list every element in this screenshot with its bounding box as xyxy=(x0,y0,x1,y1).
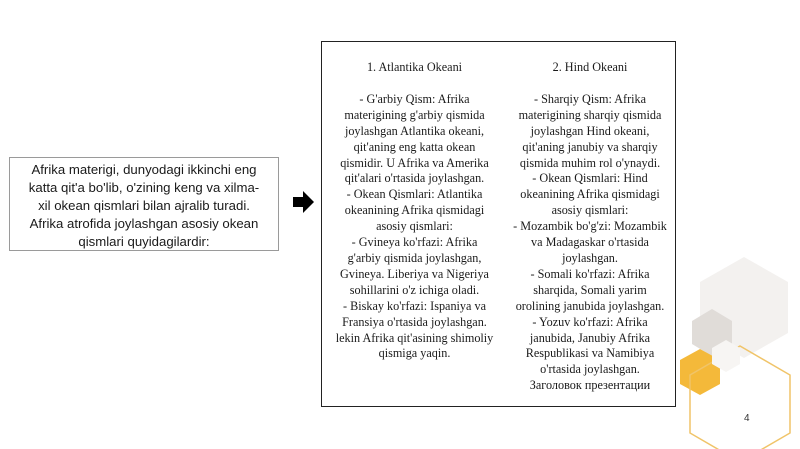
oceans-content-box xyxy=(321,41,676,407)
hind-line: orolining janubida joylashgan. xyxy=(515,298,665,313)
atlantic-line: - Biskay ko'rfazi: Ispaniya va xyxy=(343,298,486,313)
atlantic-line: qismiga yaqin. xyxy=(378,346,451,361)
atlantic-line: Gvineya. Liberiya va Nigeriya xyxy=(340,266,489,281)
hind-line: joylashgan. xyxy=(562,250,618,265)
hexagon-orange-outline xyxy=(690,346,790,449)
hind-line: - Okean Qismlari: Hind xyxy=(532,171,648,186)
atlantic-line: okeanining Afrika qismidagi xyxy=(344,203,485,218)
hind-line: - Sharqiy Qism: Afrika xyxy=(533,91,647,106)
atlantic-line: g'arbiy qismida joylashgan, xyxy=(347,250,482,265)
arrow-right-icon xyxy=(290,189,316,215)
hexagon-orange-filled xyxy=(680,349,720,395)
intro-line: qismlari quyidagilardir: xyxy=(78,234,210,249)
atlantic-column xyxy=(332,60,497,362)
intro-line: Afrika materigi, dunyodagi ikkinchi eng xyxy=(31,162,257,177)
hind-line: okeanining Afrika qismidagi xyxy=(520,187,660,202)
hind-line: qismida muhim rol o'ynaydi. xyxy=(519,155,661,170)
hind-line: - Mozambik bo'g'zi: Mozambik xyxy=(513,219,667,234)
hind-title: 2. Hind Okeani xyxy=(552,60,628,74)
hexagon-gray xyxy=(692,309,732,356)
atlantic-line: asosiy qismlari: xyxy=(376,219,453,234)
hind-line: materigining sharqiy qismida xyxy=(518,107,662,122)
intro-text-box xyxy=(9,157,279,251)
hind-column xyxy=(507,60,673,394)
hind-line: joylashgan Hind okeani, xyxy=(530,123,650,138)
hind-line: - Somali ko'rfazi: Afrika xyxy=(530,266,650,281)
hind-line: o'rtasida joylashgan. xyxy=(540,362,640,377)
hind-line: asosiy qismlari: xyxy=(551,203,629,218)
atlantic-line: - G'arbiy Qism: Afrika xyxy=(359,91,470,106)
atlantic-line: - Okean Qismlari: Atlantika xyxy=(346,187,483,202)
intro-line: Afrika atrofida joylashgan asosiy okean xyxy=(29,216,259,231)
hexagon-pale-large xyxy=(700,257,788,358)
atlantic-line: qismidir. U Afrika va Amerika xyxy=(340,155,489,170)
hind-line: qit'aning janubiy va sharqiy xyxy=(522,139,658,154)
atlantic-line: joylashgan Atlantika okeani, xyxy=(344,123,485,138)
hind-line: janubida, Janubiy Afrika xyxy=(529,330,651,345)
atlantic-line: lekin Afrika qit'asining shimoliy xyxy=(335,330,494,345)
atlantic-line: sohillarini o'z ichiga oladi. xyxy=(349,282,480,297)
intro-line: xil okean qismlari bilan ajralib turadi. xyxy=(38,198,250,213)
atlantic-title: 1. Atlantika Okeani xyxy=(366,60,463,74)
atlantic-line: materigining g'arbiy qismida xyxy=(344,107,485,122)
hexagon-pale-small xyxy=(712,340,740,372)
atlantic-line: qit'aning eng katta okean xyxy=(353,139,476,154)
atlantic-line: - Gvineya ko'rfazi: Afrika xyxy=(351,235,478,250)
intro-line: katta qit'a bo'lib, o'zining keng va xilma- xyxy=(28,180,260,195)
atlantic-line: qit'alari o'rtasida joylashgan. xyxy=(344,171,485,186)
presentation-title-placeholder: Заголовок презентации xyxy=(529,378,651,393)
page-number: 4 xyxy=(744,413,750,424)
hind-line: Respublikasi va Namibiya xyxy=(525,346,655,361)
hind-line: sharqida, Somali yarim xyxy=(533,282,647,297)
hind-line: va Madagaskar o'rtasida xyxy=(531,235,649,250)
hind-line: - Yozuv ko'rfazi: Afrika xyxy=(532,314,648,329)
atlantic-line: Fransiya o'rtasida joylashgan. xyxy=(342,314,487,329)
